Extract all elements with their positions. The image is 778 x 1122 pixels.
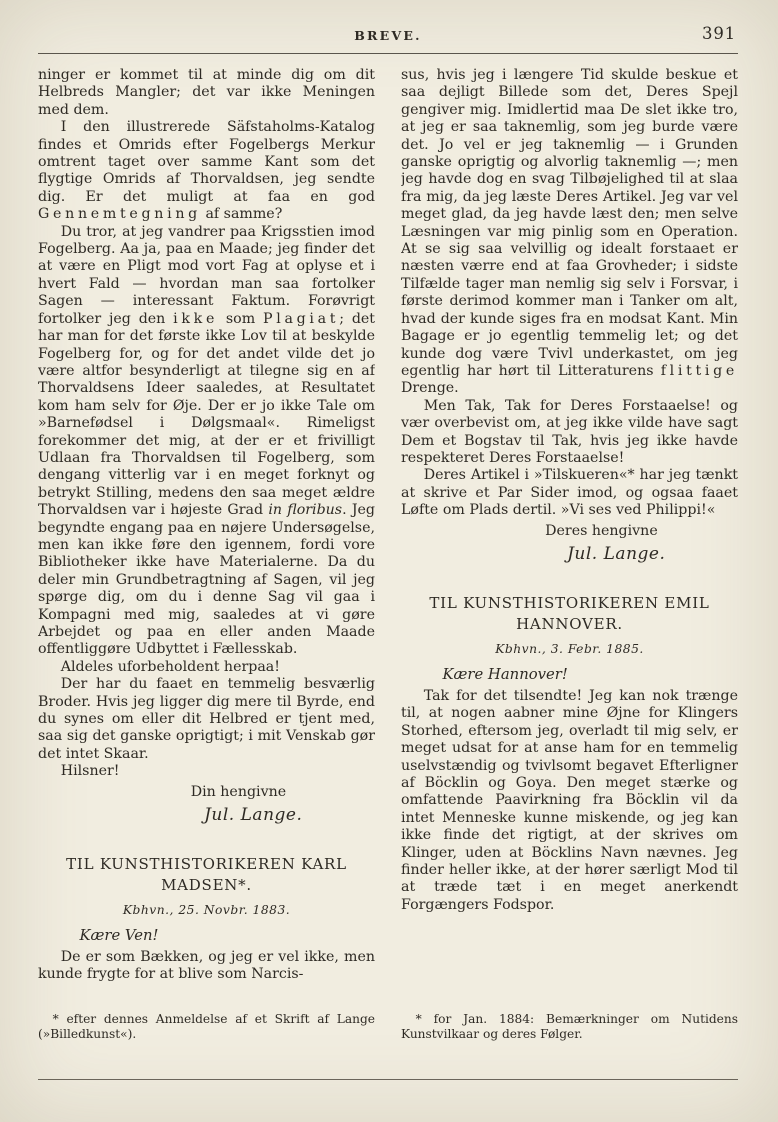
paragraph — [38, 659, 375, 676]
text-run: in floribus — [268, 502, 343, 519]
letter-heading: TIL KUNSTHISTORIKEREN EMIL HANNOVER. — [429, 593, 710, 633]
letter-closing: Din hengivne — [190, 783, 287, 800]
right-column-body — [401, 67, 738, 1006]
header-rule — [38, 53, 738, 54]
bottom-rule — [38, 1079, 738, 1080]
text-run: Deres Artikel i »Tilskueren«* har jeg tænkt at skrive et Par Sider imod, og ogsaa faaet Løfte om Plads dertil. »Vi ses ved Philippi!« — [401, 467, 738, 519]
text-run: Gennemtegning — [38, 206, 201, 223]
text-run: af samme? — [200, 206, 283, 223]
text-run: Men Tak, Tak for Deres Forstaaelse! og vær overbevist om, at jeg ikke vilde have sagt Dem et Bogstav til Tak, hvis jeg ikke havde respekteret Deres Forstaaelse! — [401, 397, 738, 466]
paragraph — [401, 67, 738, 398]
salutation: Kære Ven! — [79, 927, 159, 945]
paragraph — [38, 949, 375, 984]
text-run: ; det har man for det første ikke Lov til at beskylde Fogelberg for, og for det andet vilde det jo være altfor besynderligt at tilegne sig en af Thorvaldsens Ideer saaledes, at Resultatet kom ham selv for Øje. Der er jo ikke Tale om »Barnefødsel i Dølgsmaal«. Rimeligst forekommer det mig, at der er et frivilligt Udlaan fra Thorvaldsen til Fogelberg, som dengang vitterlig var i en meget forknyt og betrykt Stilling, medens den saa meget ældre Thorvaldsen var i højeste Grad — [38, 310, 375, 519]
text-run: ninger er kommet til at minde dig om dit Helbreds Mangler; det var ikke Meningen med dem. — [38, 67, 375, 118]
dateline: Kbhvn., 3. Febr. 1885. — [495, 641, 644, 656]
paragraph — [38, 676, 375, 763]
text-run: Drenge. — [401, 380, 459, 397]
text-run: Aldeles uforbeholdent herpaa! — [60, 658, 280, 675]
left-footnote: * efter dennes Anmeldelse af et Skrift af Lange (»Billedkunst«). — [38, 1011, 375, 1042]
paragraph — [401, 688, 738, 914]
left-column-body — [38, 67, 375, 1006]
text-run: Du tror, at jeg vandrer paa Krigsstien imod Fogelberg. Aa ja, paa en Maade; jeg finder det at være en Pligt mod vort Fag at oplyse et i hvert Fald — hvordan man saa fortolker Sagen — interessant Faktum. Forøvrigt fortolker jeg den — [38, 223, 375, 327]
letter-closing: Deres hengivne — [545, 522, 658, 539]
running-header-title: BREVE. — [354, 28, 422, 43]
left-column — [38, 67, 375, 1043]
dateline: Kbhvn., 25. Novbr. 1883. — [122, 903, 291, 918]
text-run: ikke — [173, 310, 219, 327]
paragraph — [38, 763, 375, 780]
right-footnote: * for Jan. 1884: Bemærkninger om Nutidens Kunstvilkaar og deres Følger. — [401, 1011, 738, 1042]
text-run: De er som Bækken, og jeg er vel ikke, men kunde frygte for at blive som Narcis- — [38, 949, 375, 983]
paragraph — [401, 398, 738, 468]
text-columns — [38, 67, 738, 1043]
running-header — [38, 24, 738, 46]
text-run: Plagiat — [263, 310, 340, 327]
signature: Jul. Lange. — [204, 805, 303, 826]
text-run: Der har du faaet en temmelig besværlig Broder. Hvis jeg ligger dig mere til Byrde, end du synes om eller dit Helbred er tjent med, saa sig det ganske oprigtigt; i mit Venskab gør det intet Skaar. — [38, 676, 375, 762]
page-number: 391 — [702, 24, 736, 43]
letter-heading: TIL KUNSTHISTORIKEREN KARL MADSEN*. — [66, 855, 347, 895]
text-run: flittige — [660, 362, 738, 379]
text-run: I den illustrerede Säfstaholms-Katalog findes et Omrids efter Fogelbergs Merkur omtrent taget over samme Kant som det flygtige Omrids af Thorvaldsen, jeg sendte dig. Er det muligt at faa en god — [38, 119, 375, 205]
text-run: Tak for det tilsendte! Jeg kan nok trænge til, at nogen aabner mine Øjne for Klingers Storhed, eftersom jeg, overladt til mig selv, er meget udsat for at anse ham for en temmelig uselvstændig og tvivlsomt begavet Efterligner af Böcklin og Goya. Den meget stærke og omfattende Paavirkning fra Böcklin vil da intet Menneske kunne miskende, og jeg kan ikke finde det rigtigt, at der skrives om Klinger, uden at Böcklins Navn nævnes. Jeg finder heller ikke, at der hører særligt Mod til at træde tæt i en meget anerkendt Forgængers Fodspor. — [401, 687, 738, 913]
text-run: sus, hvis jeg i længere Tid skulde beskue et saa dejligt Billede som det, Deres Spejl gengiver mig. Imidlertid maa De slet ikke tro, at jeg er saa taknemlig, som jeg burde være det. Jo vel er jeg taknemlig — i Grunden ganske oprigtig og alvorlig taknemlig —; men jeg havde dog en svag Tilbøjelighed til at slaa fra mig, da jeg læste Deres Artikel. Jeg var vel meget glad, da jeg havde læst den; men selve Læsningen var mig pinlig som en Operation. At se sig saa velvillig og idealt forstaaet er næsten værre end at faa Grovheder; i sidste Tilfælde tager man nemlig sig selv i Forsvar, i første derimod kommer man i Tanker om alt, hvad der kunde siges fra en modsat Kant. Min Bagage er jo egentlig temmelig let; og det kunde dog være Tvivl underkastet, om jeg egentlig har hørt til Litteraturens — [401, 67, 738, 379]
signature: Jul. Lange. — [567, 543, 666, 564]
salutation: Kære Hannover! — [442, 665, 568, 683]
text-run: som — [218, 310, 264, 327]
paragraph — [38, 67, 375, 119]
paragraph — [401, 467, 738, 519]
paragraph — [38, 119, 375, 223]
paragraph — [38, 224, 375, 659]
right-column — [401, 67, 738, 1043]
text-run: . Jeg begyndte engang paa en nøjere Undersøgelse, men kan ikke føre den igennem, fordi vore Bibliotheker ikke have Materialerne. Da du deler min Grundbetragtning af Sagen, vil jeg spørge dig, om du i denne Sag vil gaa i Kompagni med mig, saaledes at vi gøre Arbejdet og paa en eller anden Maade offentliggøre Udbyttet i Fællesskab. — [38, 502, 375, 658]
text-run: Hilsner! — [60, 763, 120, 780]
